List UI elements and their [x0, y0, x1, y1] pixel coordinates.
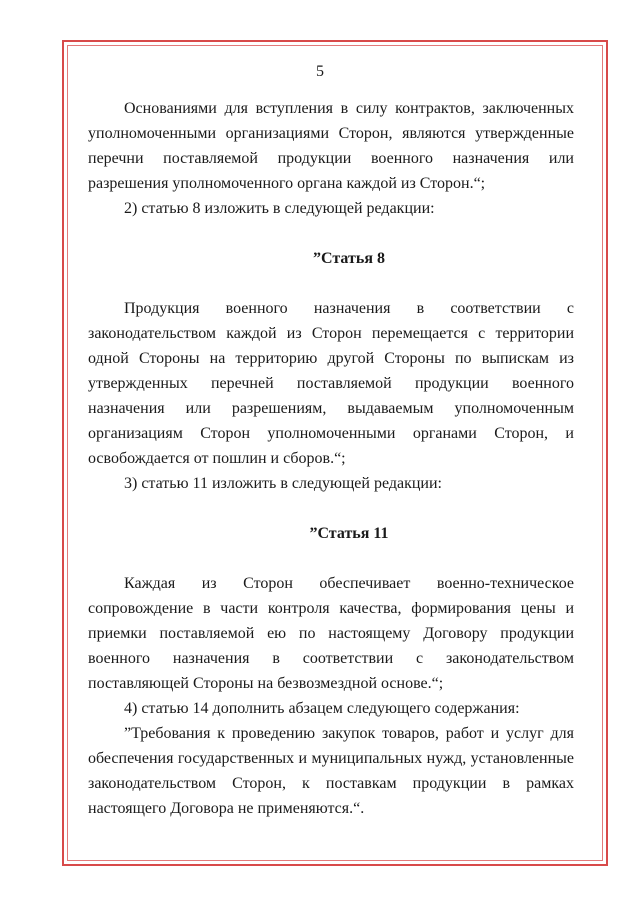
paragraph-amend-article-8: 2) статью 8 изложить в следующей редакции:	[124, 200, 435, 217]
paragraph-amend-article-14: 4) статью 14 дополнить абзацем следующего содержания:	[124, 700, 520, 717]
page-number: 5	[316, 63, 324, 80]
heading-article-8: ”Статья 8	[313, 250, 385, 267]
paragraph-amend-article-11: 3) статью 11 изложить в следующей редакции:	[124, 475, 442, 492]
heading-article-11: ”Статья 11	[309, 525, 389, 542]
paragraph-article-8-text: Продукция военного назначения в соответствии с законодательством каждой из Сторон перемещается с территории одной Стороны на территорию другой Стороны по выпискам из утвержденных перечней поставляемой продукции военного назначения или разрешениям, выдаваемым уполномоченным организациям Сторон уполномоченными органами Сторон, и освобождается от пошлин и сборов.“;	[88, 300, 574, 467]
paragraph-article-11-text: Каждая из Сторон обеспечивает военно-техническое сопровождение в части контроля качества, формирования цены и приемки поставляемой ею по настоящему Договору продукции военного назначения в соответствии с законодательством поставляющей Стороны на безвозмездной основе.“;	[88, 575, 574, 692]
paragraph-contract-basis: Основаниями для вступления в силу контрактов, заключенных уполномоченными организациями Сторон, являются утвержденные перечни поставляемой продукции военного назначения или разрешения уполномоченного органа каждой из Сторон.“;	[88, 100, 574, 192]
document-body	[88, 96, 574, 821]
paragraph-article-14-text: ”Требования к проведению закупок товаров, работ и услуг для обеспечения государственных и муниципальных нужд, установленные законодательством Сторон, к поставкам продукции в рамках настоящего Договора не применяются.“.	[88, 725, 574, 817]
